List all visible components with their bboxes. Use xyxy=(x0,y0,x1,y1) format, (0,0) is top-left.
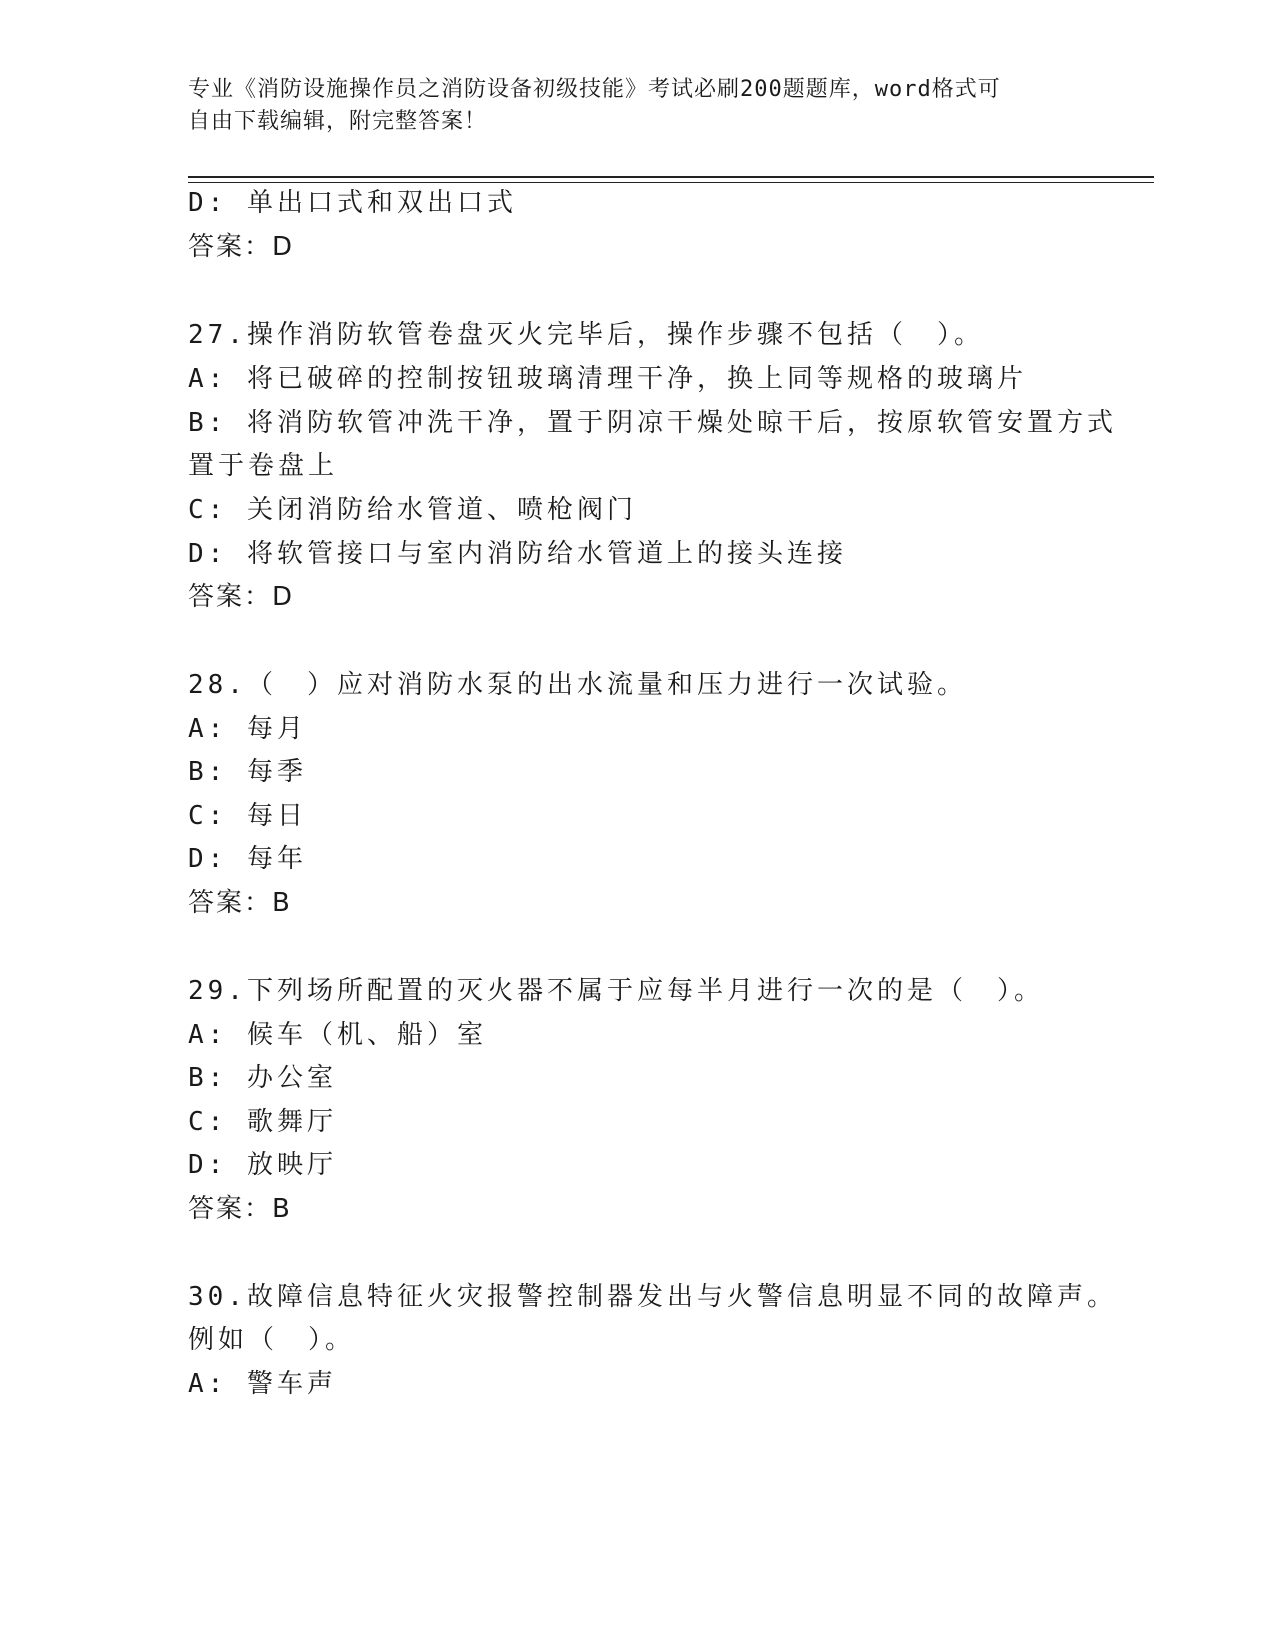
option-a-q29: A: 候车（机、船）室 xyxy=(188,1020,487,1050)
header-divider-thick xyxy=(188,176,1154,178)
option-b-q29: B: 办公室 xyxy=(188,1063,337,1093)
option-b-q27-cont: 置于卷盘上 xyxy=(188,451,339,481)
answer-q28: 答案：B xyxy=(188,888,292,918)
answer-q26: 答案：D xyxy=(188,232,295,262)
document-header xyxy=(188,74,1088,138)
option-d-q28: D: 每年 xyxy=(188,844,307,874)
question-30: 30.故障信息特征火灾报警控制器发出与火警信息明显不同的故障声。 xyxy=(188,1282,1117,1312)
option-c-q28: C: 每日 xyxy=(188,801,307,831)
question-28: 28.（ ）应对消防水泵的出水流量和压力进行一次试验。 xyxy=(188,670,967,700)
option-b-q28: B: 每季 xyxy=(188,757,307,787)
question-30-cont: 例如（ ）。 xyxy=(188,1325,356,1355)
header-line-1: 专业《消防设施操作员之消防设备初级技能》考试必刷200题题库，word格式可 xyxy=(188,77,1001,102)
question-29: 29.下列场所配置的灭火器不属于应每半月进行一次的是（ ）。 xyxy=(188,976,1044,1006)
option-b-q27: B: 将消防软管冲洗干净，置于阴凉干燥处晾干后，按原软管安置方式 xyxy=(188,408,1117,438)
answer-q27: 答案：D xyxy=(188,582,295,612)
option-d-q27: D: 将软管接口与室内消防给水管道上的接头连接 xyxy=(188,539,847,569)
option-c-q29: C: 歌舞厅 xyxy=(188,1107,337,1137)
question-27: 27.操作消防软管卷盘灭火完毕后，操作步骤不包括（ ）。 xyxy=(188,320,984,350)
option-a-q28: A: 每月 xyxy=(188,714,307,744)
option-a-q30: A: 警车声 xyxy=(188,1369,337,1399)
answer-q29: 答案：B xyxy=(188,1194,292,1224)
option-d-q29: D: 放映厅 xyxy=(188,1150,337,1180)
option-d-q26: D: 单出口式和双出口式 xyxy=(188,188,517,218)
option-a-q27: A: 将已破碎的控制按钮玻璃清理干净，换上同等规格的玻璃片 xyxy=(188,364,1027,394)
header-line-2: 自由下载编辑，附完整答案！ xyxy=(188,109,488,134)
option-c-q27: C: 关闭消防给水管道、喷枪阀门 xyxy=(188,495,637,525)
header-divider-thin xyxy=(188,182,1154,183)
